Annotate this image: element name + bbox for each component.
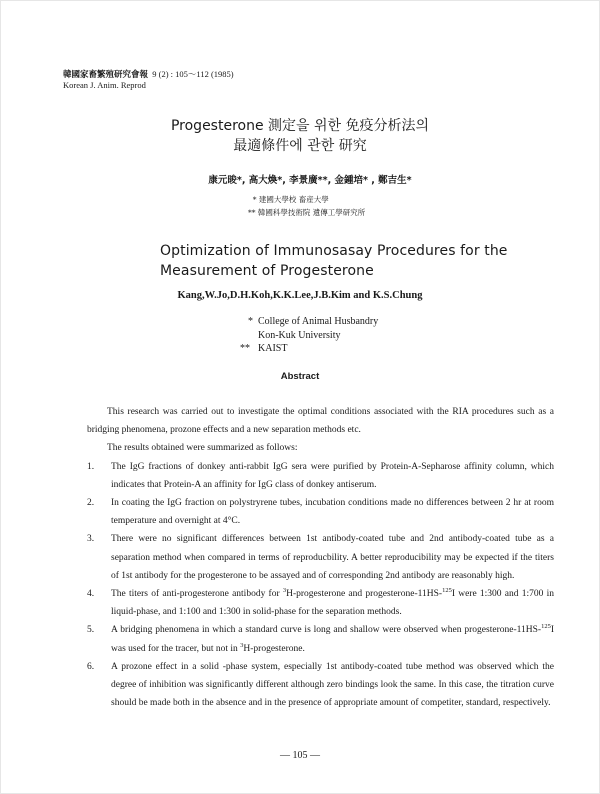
- journal-name-ko: 韓國家畜繁殖研究會報: [63, 69, 149, 79]
- abstract-body: [87, 403, 554, 712]
- item-number: 2.: [87, 498, 95, 509]
- result-item-5: [87, 621, 554, 657]
- page-number: — 105 —: [280, 750, 320, 761]
- title-korean: [0, 116, 600, 156]
- item-text: In coating the IgG fraction on polystryrene tubes, incubation conditions made no differences between 2 hr at room temperature and overnight at 4°C.: [111, 498, 554, 527]
- item-number: 3.: [87, 534, 95, 545]
- title-korean-line1: Progesterone 測定을 위한 免疫分析法의: [170, 118, 430, 134]
- item-number: 5.: [87, 625, 95, 636]
- affiliations-english: * College of Animal Husbandry Kon-Kuk University ** KAIST: [240, 316, 379, 354]
- title-english: [160, 241, 508, 281]
- affiliation-en-1: * College of Animal Husbandry: [248, 316, 379, 327]
- affiliation-ko-2: ** 韓國科學技術院 遺傳工學研究所: [248, 208, 366, 217]
- abstract-summary-lead: The results obtained were summarized as follows:: [107, 443, 298, 454]
- affiliations-korean: [248, 193, 365, 219]
- journal-citation: 9 (2) : 105～112 (1985): [152, 69, 234, 79]
- result-item-2: [87, 494, 554, 530]
- abstract-heading: Abstract: [280, 371, 320, 382]
- item-text: The IgG fractions of donkey anti-rabbit IgG sera were purified by Protein-A-Sepharose affinity column, which indicates that Protein-A an affinity for IgG class of donkey antiserum.: [111, 461, 554, 490]
- result-item-6: [87, 658, 554, 713]
- title-english-line1: Optimization of Immunosasay Procedures for the: [160, 243, 508, 259]
- journal-name-en: Korean J. Anim. Reprod: [63, 80, 146, 90]
- item-text: A prozone effect in a solid -phase system, especially 1st antibody-coated tube method was observed which the degree of inhibition was significantly different although zero bindings look the same. In this case, the titration curve should be made both in the absence and in the presence of appropriate amount of competiter, standard, respectively.: [111, 661, 554, 709]
- result-item-1: [87, 458, 554, 494]
- journal-header: [63, 69, 234, 91]
- authors-english: Kang,W.Jo,D.H.Koh,K.K.Lee,J.B.Kim and K.S.Chung: [177, 290, 423, 301]
- item-text: The titers of anti-progesterone antibody for $^3$H-progesterone and progesterone-11HS-$^{125}$I were 1:300 and 1:700 in liquid-phase, and 1:100 and 1:300 in solid-phase for the separation methods.: [111, 587, 554, 618]
- title-korean-line2: 最適條件에 관한 研究: [233, 138, 367, 154]
- item-text: There were no significant differences between 1st antibody-coated tube and 2nd antibody-coated tube as a separation method when compared in terms of reproducbility. A better reproducibility may be expected if the titers of 1st antibody for the progesterone to be assayed and of corresponding 2nd antibody are reasonably high.: [111, 534, 554, 581]
- title-english-line2: Measurement of Progesterone: [160, 263, 374, 279]
- item-text: A bridging phenomena in which a standard curve is long and shallow were observed when progesterone-11HS-$^{125}$I was used for the tracer, but not in $^3$H-progesterone.: [111, 623, 554, 654]
- affiliation-ko-1: * 建國大學校 畜産大學: [252, 195, 329, 204]
- item-number: 1.: [87, 461, 95, 472]
- abstract-intro: This research was carried out to investigate the optimal conditions associated with the RIA procedures such as a bridging phenomena, prozone effects and a new separation methods etc.: [87, 407, 554, 436]
- affiliation-en-2: ** KAIST: [240, 343, 288, 354]
- result-item-4: [87, 585, 554, 621]
- result-item-3: [87, 530, 554, 585]
- authors-korean: 康元晙*, 高大煥*, 李景廣**, 金鍾培* , 鄭吉生*: [208, 175, 412, 186]
- item-number: 6.: [87, 661, 95, 672]
- item-number: 4.: [87, 589, 95, 600]
